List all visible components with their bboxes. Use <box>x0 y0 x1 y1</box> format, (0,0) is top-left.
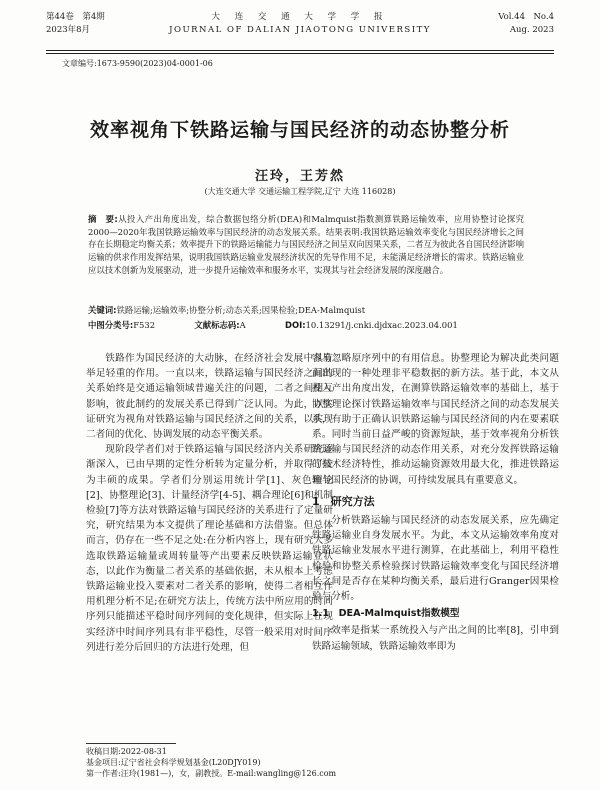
publication-date-en: Aug. 2023 <box>509 25 554 35</box>
clc-value: F532 <box>133 320 156 330</box>
classification-line <box>88 319 524 331</box>
keywords-text: 铁路运输;运输效率;协整分析;动态关系;因果检验;DEA-Malmquist <box>116 305 366 315</box>
section-1-heading: 1 研究方法 <box>312 494 375 508</box>
fund-info: 基金项目:辽宁省社会科学规划基金(L20DJY019) <box>86 758 261 767</box>
intro-paragraph-1: 铁路作为国民经济的大动脉，在经济社会发展中具有举足轻重的作用。一直以来，铁路运输与国民经济之间的关系始终是交通运输领域普遍关注的问题，二者之间相互影响，彼此制约的发展关系已得到广泛认同。为此，以实证研究为视角对铁路运输与国民经济之间的关系，以实现二者间的优化、协调发展的动态平衡关系。 <box>86 353 333 441</box>
clc-label: 中图分类号: <box>88 320 134 330</box>
section-1-paragraph: 分析铁路运输与国民经济的动态发展关系，应先确定铁路运输业自身发展水平。为此，本文从运输效率角度对铁路运输业发展水平进行测算，在此基础上，利用平稳性检验和协整关系检验探讨铁路运输效率变化与国民经济增长之间是否存在某种均衡关系，最后进行Granger因果检验与分析。 <box>312 515 559 603</box>
body-right-column <box>312 351 559 654</box>
intro-paragraph-continued: 容易忽略原序列中的有用信息。协整理论为解决此类问题而出现的一种处理非平稳数据的新方法。基于此，本文从投入产出角度出发，在测算铁路运输效率的基础上，基于协整理论探讨铁路运输效率与国民经济之间的动态发展关系，有助于正确认识铁路运输与国民经济间的内在要素联系。同时当前日益严峻的资源短缺，基于效率视角分析铁路运输与国民经济的动态作用关系，对充分发挥铁路运输的技术经济特性，推动运输资源效用最大化，推进铁路运输与国民经济的协调，可持续发展具有重要意义。 <box>312 353 559 486</box>
subsection-1-1-heading: 1.1 DEA-Malmquist指数模型 <box>312 608 460 620</box>
first-author-info: 第一作者:汪玲(1981—)，女，副教授。E-mail:wangling@126.com <box>86 769 337 778</box>
abstract-label: 摘 要: <box>88 214 118 224</box>
doc-code-value: A <box>239 320 246 330</box>
volume-issue-en: Vol.44 No.4 <box>498 12 554 22</box>
body-left-column <box>86 351 333 655</box>
abstract <box>88 213 524 277</box>
affiliation: (大连交通大学 交通运输工程学院,辽宁 大连 116028) <box>204 187 396 196</box>
publication-date: 2023年8月 <box>46 25 91 35</box>
doc-code-label: 文献标志码: <box>194 320 240 330</box>
doi-label: DOI: <box>285 320 306 330</box>
doi-value[interactable]: 10.13291/j.cnki.djdxac.2023.04.001 <box>305 320 458 330</box>
keywords <box>88 304 524 316</box>
paper-title: 效率视角下铁路运输与国民经济的动态协整分析 <box>89 119 510 141</box>
keywords-label: 关键词: <box>88 305 117 315</box>
volume-issue: 第44卷 第4期 <box>46 12 105 22</box>
article-number: 文章编号:1673-9590(2023)04-0001-06 <box>62 59 213 68</box>
abstract-text: 从投入产出角度出发，综合数据包络分析(DEA)和Malmquist指数测算铁路运输效率，应用协整讨论探究2000—2020年我国铁路运输效率与国民经济的动态发展关系。结果表明:我国铁路运输效率变化与国民经济增长之间存在长期稳定均衡关系；效率提升下的铁路运输能力与国民经济之间呈双向因果关系，二者互为彼此各自国民经济影响运输的供求作用发挥结果，说明我国铁路运输业发展经济状况的先导作用不足，未能满足经济增长的需求。铁路运输业应以技术创新为发展驱动，进一步提升运输效率和服务水平，实现其与社会经济发展的深度融合。 <box>88 214 524 275</box>
intro-paragraph-2: 现阶段学者们对于铁路运输与国民经济内关系研究逐渐深入，已由早期的定性分析转为定量分析，并取得了较为丰硕的成果。学者们分别运用统计学[1]、灰色理论[2]、协整理论[3]、计量经济学[4-5]、耦合理论[6]和机制检验[7]等方法对铁路运输与国民经济的关系进行了定量研究，研究结果为本文提供了理论基础和方法借鉴。但总体而言，仍存在一些不足之处:在分析内容上，现有研究大多选取铁路运输量或周转量等产出要素反映铁路运输业状态，以此作为衡量二者关系的基础依据，未从根本上考虑铁路运输业投入要素对二者关系的影响，使得二者相互作用机理分析不足;在研究方法上，传统方法中所应用的时间序列只能描述平稳时间序列间的变化规律，但实际上在现实经济中时间序列具有非平稳性，尽管一般采用对时间序列进行差分后回归的方法进行处理，但 <box>86 444 333 653</box>
author-list: 汪玲，王芳然 <box>254 169 345 184</box>
received-date: 收稿日期:2022-08-31 <box>86 747 167 756</box>
header-rule-bottom <box>46 53 554 54</box>
journal-name-en: JOURNAL OF DALIAN JIAOTONG UNIVERSITY <box>169 25 431 35</box>
footnote-rule <box>86 743 176 744</box>
header-rule-top <box>46 50 554 51</box>
running-header <box>46 12 554 50</box>
journal-name-cn: 大 连 交 通 大 学 学 报 <box>211 12 389 22</box>
subsection-1-1-paragraph: 效率是指某一系统投入与产出之间的比率[8]，引申到铁路运输领域，铁路运输效率即为 <box>312 625 559 652</box>
